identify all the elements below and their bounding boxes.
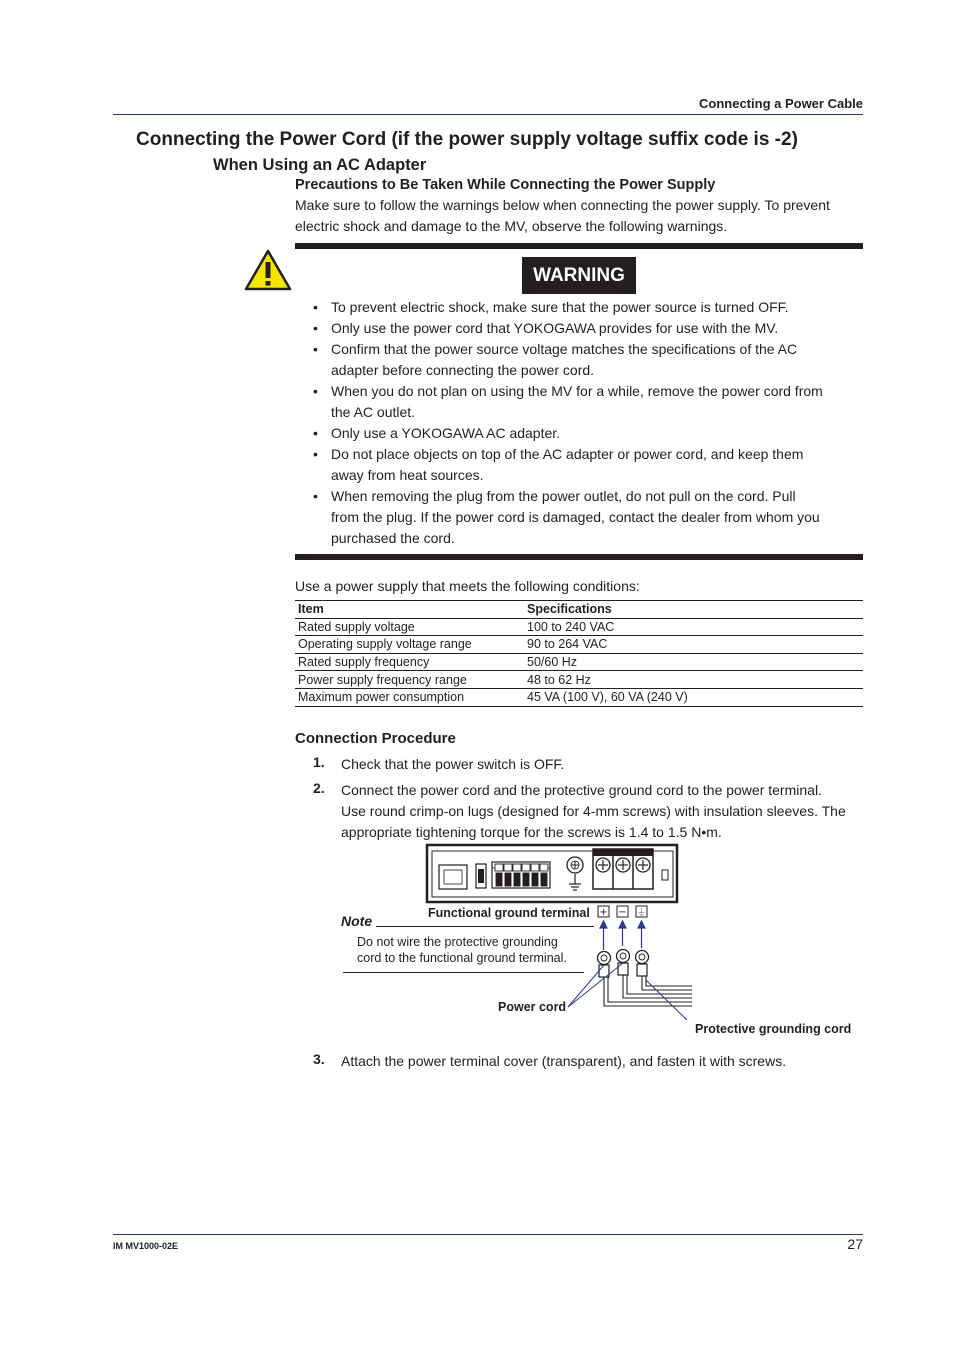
warning-line: • Confirm that the power source voltage matches the specifications of the AC xyxy=(331,341,798,357)
conditions-intro: Use a power supply that meets the following conditions: xyxy=(295,578,640,594)
warning-item xyxy=(313,318,853,339)
table-cell: 48 to 62 Hz xyxy=(524,671,863,689)
document-id: IM MV1000-02E xyxy=(113,1241,179,1251)
table-cell: 50/60 Hz xyxy=(524,653,863,671)
column-header-specifications: Specifications xyxy=(524,601,863,619)
callout-lines xyxy=(568,963,692,1020)
note-title: Note xyxy=(341,913,373,929)
connection-arrows xyxy=(600,921,645,950)
note-text xyxy=(357,934,582,966)
table-cell: Operating supply voltage range xyxy=(295,636,524,654)
step-line: Check that the power switch is OFF. xyxy=(341,756,565,772)
warning-item xyxy=(313,297,853,318)
protective-grounding-label: Protective grounding cord xyxy=(695,1022,852,1036)
warning-line: • When you do not plan on using the MV for a while, remove the power cord from xyxy=(331,383,823,399)
step-text xyxy=(341,780,866,843)
power-cord-label: Power cord xyxy=(498,1000,567,1014)
step-text xyxy=(341,754,866,775)
warning-line: the AC outlet. xyxy=(331,404,416,420)
warning-item xyxy=(313,339,853,381)
step-line: Connect the power cord and the protective ground cord to the power terminal. xyxy=(341,782,822,798)
table-cell: Maximum power consumption xyxy=(295,688,524,706)
table-cell: Power supply frequency range xyxy=(295,671,524,689)
table-cell: Rated supply voltage xyxy=(295,618,524,636)
warning-line: adapter before connecting the power cord. xyxy=(331,362,595,378)
subsection-heading: When Using an AC Adapter xyxy=(213,156,427,174)
warning-line: • Only use the power cord that YOKOGAWA provides for use with the MV. xyxy=(331,320,779,336)
table-row xyxy=(295,653,863,671)
ethernet-port xyxy=(439,865,467,889)
power-terminal-block xyxy=(593,849,653,889)
table-cell: 100 to 240 VAC xyxy=(524,618,863,636)
procedure-heading: Connection Procedure xyxy=(295,730,456,747)
section-heading: Connecting the Power Cord (if the power supply voltage suffix code is -2) xyxy=(136,129,798,150)
power-terminal-diagram xyxy=(420,840,700,1020)
intro-line: Make sure to follow the warnings below when connecting the power supply. To prevent xyxy=(295,197,830,213)
step-number: 2. xyxy=(313,780,325,796)
precautions-heading: Precautions to Be Taken While Connecting the Power Supply xyxy=(295,177,716,193)
warning-line: purchased the cord. xyxy=(331,530,455,546)
table-row xyxy=(295,636,863,654)
functional-ground-label: Functional ground terminal xyxy=(428,906,590,920)
intro-paragraph xyxy=(295,195,865,237)
table-row xyxy=(295,688,863,706)
page-number: 27 xyxy=(847,1236,863,1252)
note-rule-top xyxy=(376,926,594,927)
ground-symbol: ⏚ xyxy=(636,908,647,919)
table-row xyxy=(295,618,863,636)
cord-wires xyxy=(604,975,692,1006)
terminal-symbols xyxy=(598,906,647,919)
table-row xyxy=(295,671,863,689)
warning-item xyxy=(313,444,853,486)
warning-line: • When removing the plug from the power outlet, do not pull on the cord. Pull xyxy=(331,488,796,504)
step-line: Attach the power terminal cover (transparent), and fasten it with screws. xyxy=(341,1053,787,1069)
plus-symbol: + xyxy=(599,907,608,918)
footer-rule xyxy=(113,1234,863,1235)
step-line: Use round crimp-on lugs (designed for 4-mm screws) with insulation sleeves. The xyxy=(341,803,846,819)
signal-terminal-block xyxy=(492,862,550,888)
warning-line: • Only use a YOKOGAWA AC adapter. xyxy=(331,425,561,441)
table-cell: 90 to 264 VAC xyxy=(524,636,863,654)
step-number: 3. xyxy=(313,1051,325,1067)
table-header-row xyxy=(295,601,863,619)
warning-label: WARNING xyxy=(522,257,636,294)
step-number: 1. xyxy=(313,754,325,770)
note-line: cord to the functional ground terminal. xyxy=(357,951,567,965)
intro-line: electric shock and damage to the MV, observe the following warnings. xyxy=(295,218,728,234)
spec-table xyxy=(295,600,863,707)
minus-symbol: − xyxy=(618,907,627,918)
warning-line: away from heat sources. xyxy=(331,467,484,483)
step-line: appropriate tightening torque for the screws is 1.4 to 1.5 N•m. xyxy=(341,824,722,840)
warning-line: • To prevent electric shock, make sure that the power source is turned OFF. xyxy=(331,299,789,315)
table-cell: 45 VA (100 V), 60 VA (240 V) xyxy=(524,688,863,706)
warning-line: • Do not place objects on top of the AC adapter or power cord, and keep them xyxy=(331,446,804,462)
table-cell: Rated supply frequency xyxy=(295,653,524,671)
column-header-item: Item xyxy=(295,601,524,619)
warning-line: from the plug. If the power cord is damaged, contact the dealer from whom you xyxy=(331,509,820,525)
step-text xyxy=(341,1051,866,1072)
warning-item xyxy=(313,486,853,549)
warning-triangle-icon xyxy=(244,249,292,291)
warning-item xyxy=(313,423,853,444)
running-header: Connecting a Power Cable xyxy=(699,96,863,111)
note-line: Do not wire the protective grounding xyxy=(357,935,558,949)
header-rule xyxy=(113,114,863,115)
warning-item xyxy=(313,381,853,423)
warning-list xyxy=(313,297,853,549)
note-rule-bottom xyxy=(343,972,584,973)
warning-top-bar xyxy=(295,243,863,249)
warning-bottom-bar xyxy=(295,554,863,560)
